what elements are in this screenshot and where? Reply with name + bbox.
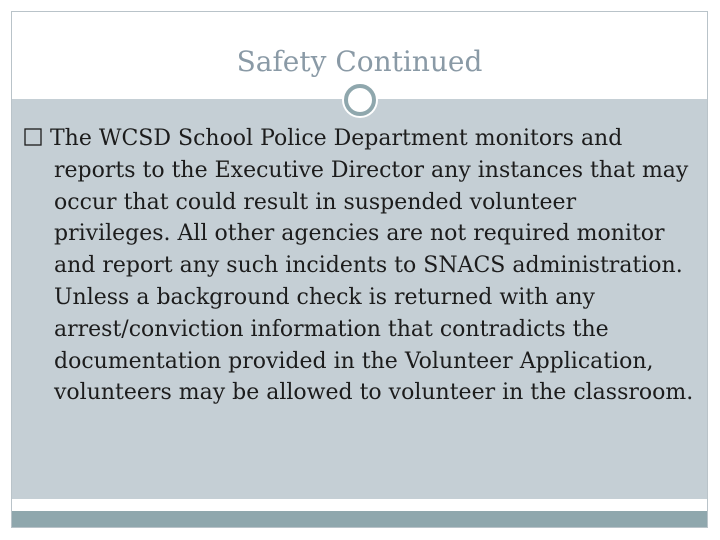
body-text [22,123,698,409]
slide-title: Safety Continued [236,45,483,78]
circle-ornament-icon [340,80,380,120]
bottom-bar [12,511,707,527]
bullet-paragraph [22,123,698,409]
bullet-text: The WCSD School Police Department monitors and reports to the Executive Director any instances that may occur that could result in suspended volunteer privileges. All other agencies are not required monitor and report any such incidents to SNACS administration. Unless a background check is returned with any arrest/conviction information that contradicts the documentation provided in the Volunteer Application, volunteers may be allowed to volunteer in the classroom. [50,126,694,406]
square-bullet-icon [22,126,44,148]
